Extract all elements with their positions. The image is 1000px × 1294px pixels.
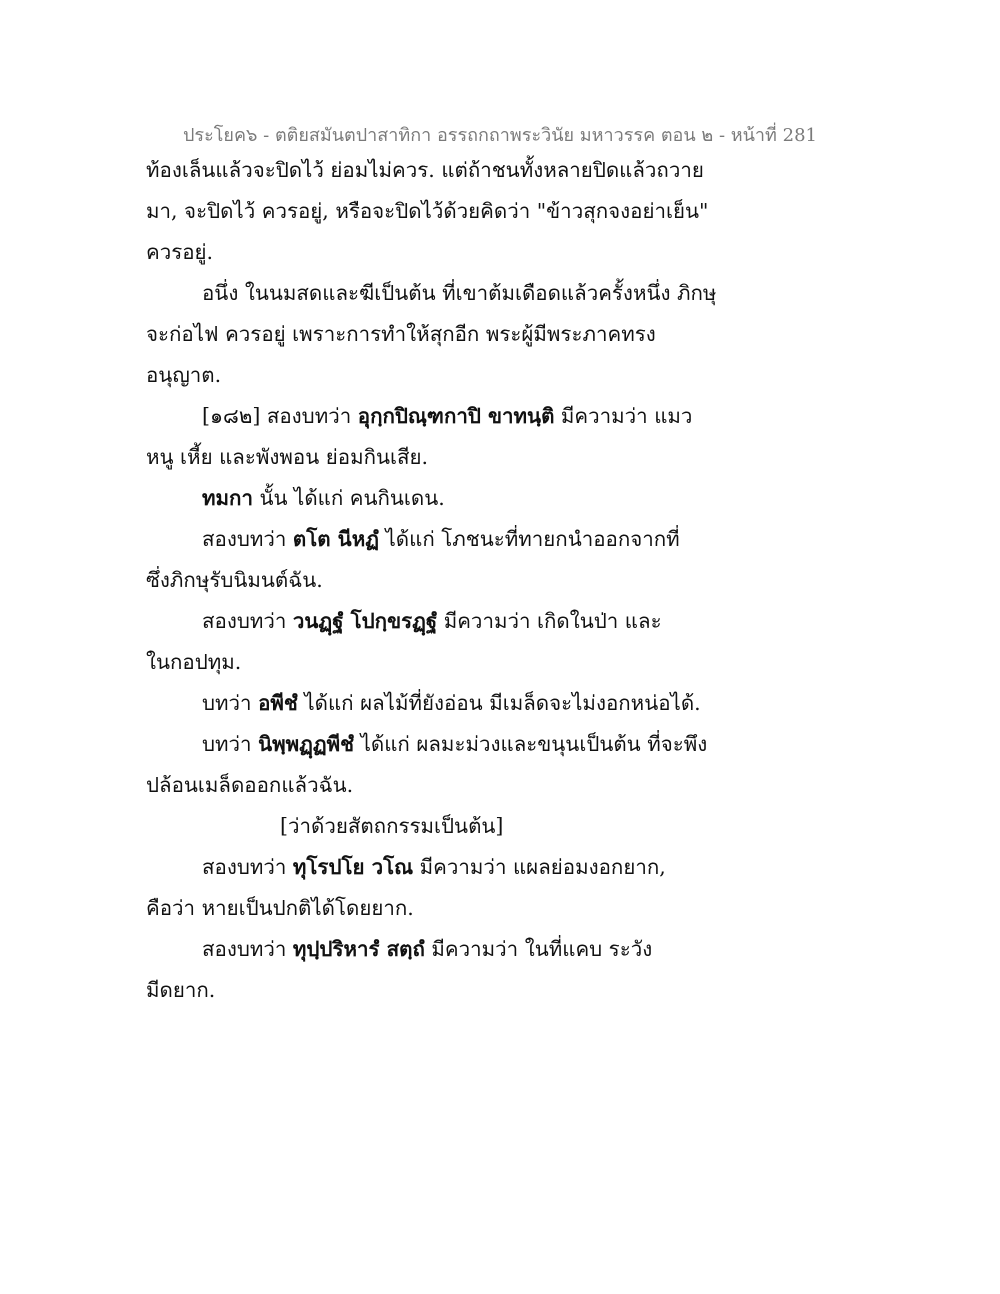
- text-line: อนึ่ง ในนมสดและฆีเป็นต้น ที่เขาต้มเดือดแล้วครั้งหนึ่ง ภิกษุ: [202, 281, 717, 305]
- text-line: ปล้อนเมล็ดออกแล้วฉัน.: [146, 773, 354, 797]
- text-line: ในกอปทุม.: [146, 650, 242, 674]
- text-line: หนู เหี้ย และพังพอน ย่อมกินเสีย.: [146, 445, 429, 469]
- text-span: ได้แก่ ผลไม้ที่ยังอ่อน มีเมล็ดจะไม่งอกหน่อได้.: [297, 691, 701, 715]
- text-span: สองบทว่า: [202, 855, 293, 879]
- text-line: [146, 478, 866, 519]
- pali-term: ทุปฺปริหารํ สตฺถํ: [292, 937, 425, 961]
- text-line: คือว่า หายเป็นปกติได้โดยยาก.: [146, 896, 414, 920]
- text-span: สองบทว่า: [202, 937, 293, 961]
- text-line: ซึ่งภิกษุรับนิมนต์ฉัน.: [146, 568, 323, 592]
- text-span: บทว่า: [202, 691, 259, 715]
- text-span: มีความว่า แผลย่อมงอกยาก,: [413, 855, 666, 879]
- pali-term: อุกฺกปิณฺฑกาปิ ขาทนฺติ: [357, 404, 555, 428]
- text-line: จะก่อไฟ ควรอยู่ เพราะการทำให้สุกอีก พระผู้มีพระภาคทรง: [146, 322, 656, 346]
- text-line: มีดยาก.: [146, 978, 216, 1002]
- text-span: ได้แก่ โภชนะที่ทายกนำออกจากที่: [378, 527, 680, 551]
- text-span: นั้น ได้แก่ คนกินเดน.: [252, 486, 445, 510]
- pali-term: ทมกา: [202, 486, 253, 510]
- text-line: [146, 683, 866, 724]
- running-head: ประโยค๖ - ตติยสมันตปาสาทิกา อรรถกถาพระวินัย มหาวรรค ตอน ๒ - หน้าที่ 281: [183, 125, 817, 146]
- text-span: สองบทว่า: [202, 527, 293, 551]
- text-span: ได้แก่ ผลมะม่วงและขนุนเป็นต้น ที่จะพึง: [354, 732, 708, 756]
- text-line: ท้องเล็นแล้วจะปิดไว้ ย่อมไม่ควร. แต่ถ้าชนทั้งหลายปิดแล้วถวาย: [146, 158, 704, 182]
- text-line: [146, 601, 866, 642]
- pali-term: อพีชํ: [258, 691, 298, 715]
- text-line: มา, จะปิดไว้ ควรอยู่, หรือจะปิดไว้ด้วยคิดว่า "ข้าวสุกจงอย่าเย็น": [146, 199, 709, 223]
- text-span: มีความว่า แมว: [554, 404, 693, 428]
- text-span: สองบทว่า: [202, 609, 293, 633]
- text-line: [146, 847, 866, 888]
- text-line: อนุญาต.: [146, 363, 222, 387]
- text-span: มีความว่า เกิดในป่า และ: [437, 609, 662, 633]
- pali-term: วนฏฺฐํ โปกฺขรฏฺฐํ: [292, 609, 438, 633]
- text-span: บทว่า: [202, 732, 259, 756]
- body-text: [146, 150, 866, 1011]
- text-line: [146, 396, 866, 437]
- text-line: [146, 724, 866, 765]
- section-heading: [ว่าด้วยสัตถกรรมเป็นต้น]: [280, 814, 504, 838]
- text-line: [146, 519, 866, 560]
- pali-term: นิพฺพฏฺฏพีชํ: [258, 732, 355, 756]
- pali-term: ตโต นีหฏํ: [292, 527, 379, 551]
- text-span: [๑๘๒] สองบทว่า: [202, 404, 358, 428]
- text-line: ควรอยู่.: [146, 240, 214, 264]
- text-span: มีความว่า ในที่แคบ ระวัง: [424, 937, 653, 961]
- text-line: [146, 929, 866, 970]
- pali-term: ทุโรปโย วโณ: [292, 855, 414, 879]
